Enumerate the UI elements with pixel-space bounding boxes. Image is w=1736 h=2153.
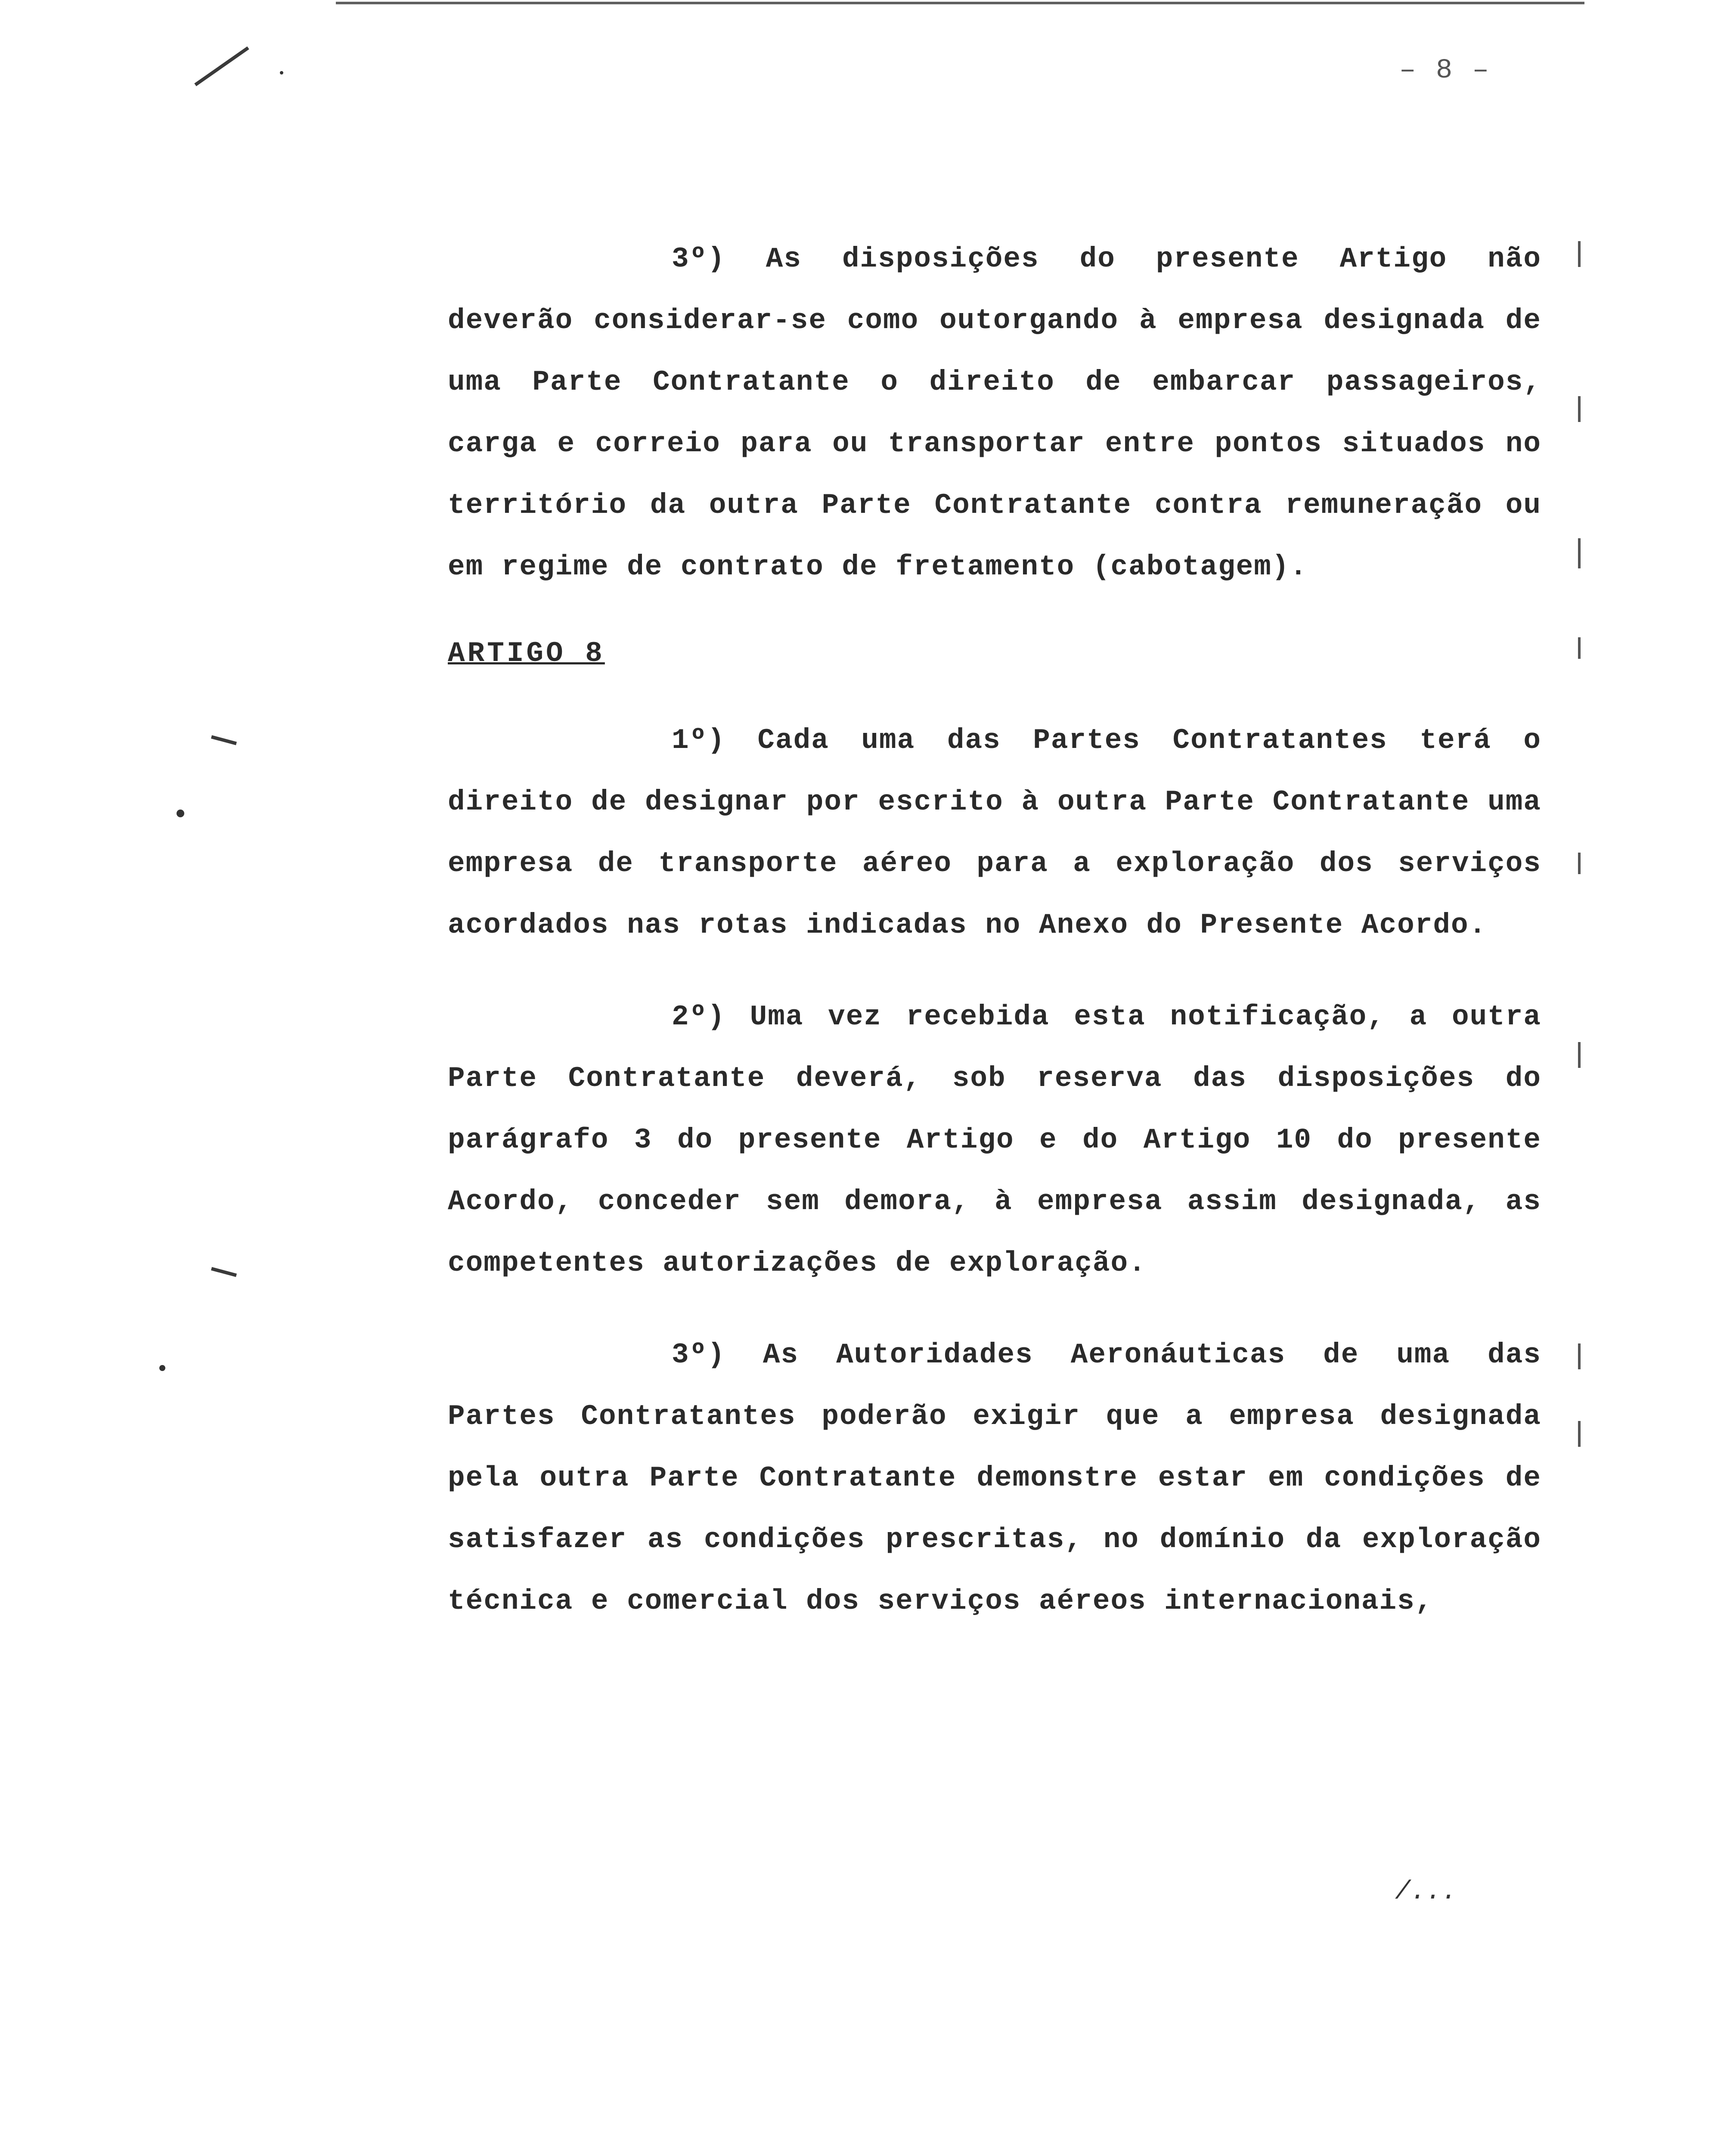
speck [280, 71, 283, 74]
margin-dash [1578, 538, 1581, 568]
margin-dash [1578, 637, 1581, 659]
scan-mark [194, 47, 249, 87]
page-number: – 8 – [1399, 55, 1491, 86]
margin-dash [1578, 1343, 1581, 1369]
margin-dash [1578, 853, 1581, 874]
scan-mark [211, 735, 237, 745]
article-paragraph-1: 1º) Cada uma das Partes Contratantes terá o direito de designar por escrito à outra Parte Contratante uma empresa de transporte aéreo para a exploração dos serviços acordados nas rotas indicadas no Anexo do Presente Acordo. [448, 724, 1541, 941]
speck [177, 810, 184, 817]
document-body [448, 228, 1541, 1666]
margin-dash [1578, 1042, 1581, 1068]
speck [159, 1365, 165, 1371]
continuation-mark: /... [1395, 1877, 1457, 1907]
margin-dash [1578, 241, 1581, 267]
article-paragraph-2: 2º) Uma vez recebida esta notificação, a outra Parte Contratante deverá, sob reserva das disposições do parágrafo 3 do presente Artigo e do Artigo 10 do presente Acordo, conceder sem demora, à empresa assim designada, as competentes autorizações de exploração. [448, 1001, 1541, 1279]
article-heading: ARTIGO 8 [448, 637, 605, 670]
scan-mark [211, 1267, 237, 1277]
top-rule [336, 2, 1584, 4]
paragraph-3-previous-article: 3º) As disposições do presente Artigo não deverão considerar-se como outorgando à empresa designada de uma Parte Contratante o direito de embarcar passageiros, carga e correio para ou transportar entre pontos situados no território da outra Parte Contratante contra remuneração ou em regime de contrato de fretamento (cabotagem). [448, 243, 1541, 583]
article-paragraph-3: 3º) As Autoridades Aeronáuticas de uma das Partes Contratantes poderão exigir que a empresa designada pela outra Parte Contratante demonstre estar em condições de satisfazer as condições prescritas, no domínio da exploração técnica e comercial dos serviços aéreos internacionais, [448, 1339, 1541, 1617]
margin-dash [1578, 396, 1581, 422]
margin-dash [1578, 1421, 1581, 1447]
